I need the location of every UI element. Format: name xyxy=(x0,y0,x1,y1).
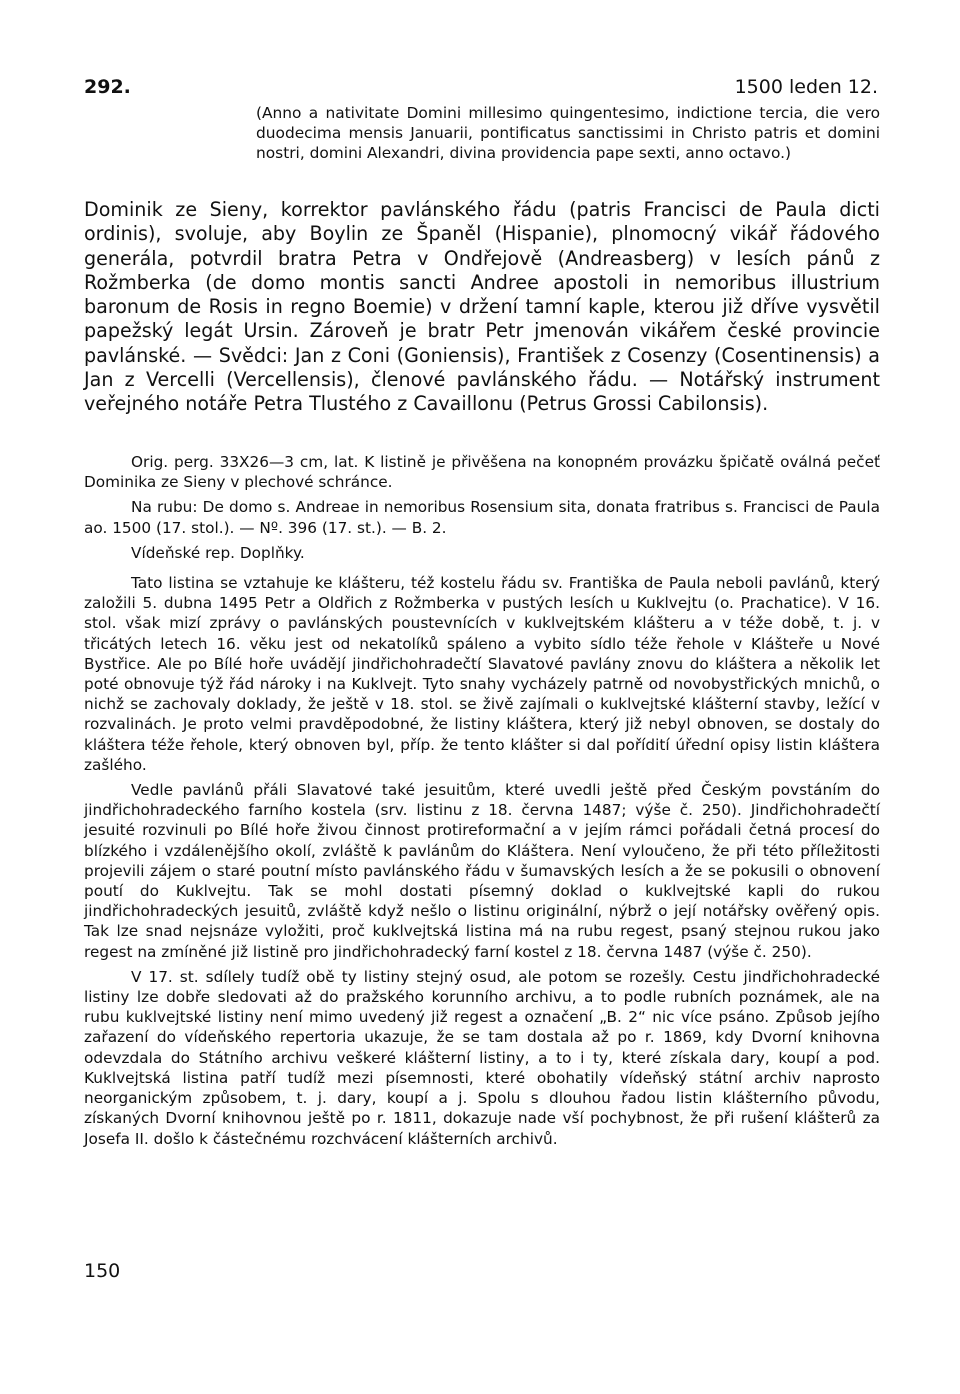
verso-note: Na rubu: De domo s. Andreae in nemoribus Rosensium sita, donata fratribus s. Francisci de Paula ao. 1500 (17. stol.). — Nº. 396 (17. st.). — B. 2. xyxy=(84,498,880,537)
commentary-paragraph: Tato listina se vztahuje ke klášteru, též kostelu řádu sv. Františka de Paula neboli pavlánů, který založili 5. dubna 1495 Petr a Oldřich z Rožmberka v pustých lesích u Kuklvejtu (o. Prachatice). V 16. stol. však mizí zprávy o pavlánských poustevnících v kuklvejtském klášteru a v téže době, t. j. v třicátých letech 16. věku jest od nekatolíků spáleno a vybito sídlo téže řehole v Klášteře u Nové Bystřice. Ale po Bílé hoře uvádějí jindřichohradečtí Slavatové pavlány znovu do kláštera a několik let poté obnovuje týž řád nároky i na Kuklvejt. Tyto snahy vycházely patrně od novobystřických mnichů, o nichž se zachovaly doklady, že ještě v 18. stol. se živě zajímali o kuklvejtské klášterní stavby, ležící v rozvalinách. Je proto velmi pravděpodobné, že listiny kláštera, který již nebyl obnoven, se dostaly do kláštera téže řehole, který obnoven byl, příp. že tento klášter si dal pořídití úřední opisy listin kláštera zašlého. xyxy=(84,574,880,774)
repository-note: Vídeňské rep. Doplňky. xyxy=(131,543,305,562)
dating-formula: (Anno a nativitate Domini millesimo quingentesimo, indictione tercia, die vero duodecima mensis Januarii, pontificatus sanctissimi in Christo patris et domini nostri, domini Alexandri, divina providencia pape sexti, anno octavo.) xyxy=(256,104,880,162)
original-description: Orig. perg. 33X26—3 cm, lat. K listině je přivěšena na konopném provázku špičatě oválná pečeť Dominika ze Sieny v plechové schránce. xyxy=(84,453,880,492)
commentary-paragraph: Vedle pavlánů přáli Slavatové také jesuitům, které uvedli ještě před Českým povstáním do jindřichohradeckého farního kostela (srv. listinu z 18. června 1487; výše č. 250). Jindřichohradečtí jesuité rozvinuli po Bílé hoře živou činnost protireformační a v jejím rámci pořádali četná procesí do blízkého i vzdálenějšího okolí, zvláště k pavlánům do Kláštera. Není vyloučeno, že při této příležitosti projevili zájem o staré poutní místo pavlánského řádu v šumavských lesích a že se pokusili o obnovení poutí do Kuklvejtu. Tak se mohl dostati písemný doklad o kuklvejtské kapli do rukou jindřichohradeckých jesuitů, zvláště když nešlo o listinu originální, nýbrž o její notářsky ověřený opis. Tak lze snad nejsnáze vyložiti, proč kuklvejtská listina má na rubu regest, psaný stejnou rukou jako regest na zmíněné již listině pro jindřichohradecký farní kostel z 18. června 1487 (výše č. 250). xyxy=(84,781,880,961)
regest-paragraph: Dominik ze Sieny, korrektor pavlánského řádu (patris Francisci de Paula dicti ordinis), svoluje, aby Boylin ze Španěl (Hispanie), plnomocný vikář řádového generála, potvrdil bratra Petra v Ondřejově (Andreasberg) v lesích pánů z Rožmberka (de domo montis sancti Andree apostoli in nemoribus illustrium baronum de Rosis in regno Boemie) v držení tamní kaple, kterou již dříve vysvětil papežský legát Ursin. Zároveň je bratr Petr jmenován vikářem české provincie pavlánské. — Svědci: Jan z Coni (Goniensis), František z Cosenzy (Cosentinensis) a Jan z Vercelli (Vercellensis), členové pavlánského řádu. — Notářský instrument veřejného notáře Petra Tlustého z Cavaillonu (Petrus Grossi Cabilonsis). xyxy=(84,198,880,416)
document-number: 292. xyxy=(84,76,131,98)
notes-and-commentary xyxy=(84,452,880,1149)
commentary-paragraph: V 17. st. sdílely tudíž obě ty listiny stejný osud, ale potom se rozešly. Cestu jindřichohradecké listiny lze dobře sledovati až do pražského korunního archivu, a to podle rubních poznámek, ale na rubu kuklvejtské listiny není mimo uvedený již regest a označení „B. 2“ nic více psáno. Způsob jejího zařazení do vídeňského repertoria ukazuje, že se tam dostala až po r. 1869, kdy Dvorní knihovna odevzdala do Státního archivu veškeré klášterní listiny, a to i ty, které získala dary, koupí a pod. Kuklvejtská listina patří tudíž mezi písemnosti, které obohatily vídeňský státní archiv naprosto neorganickým způsobem, t. j. dary, koupí a j. Spolu s dlouhou řadou listin klášterního původu, získaných Dvorní knihovnou ještě po r. 1811, dokazuje nade vší pochybnost, že při rušení klášterů za Josefa II. došlo k částečnému rozchvácení klášterních archivů. xyxy=(84,967,880,1148)
document-date: 1500 leden 12. xyxy=(734,76,878,98)
page-header xyxy=(84,76,878,102)
page-number: 150 xyxy=(84,1260,121,1282)
